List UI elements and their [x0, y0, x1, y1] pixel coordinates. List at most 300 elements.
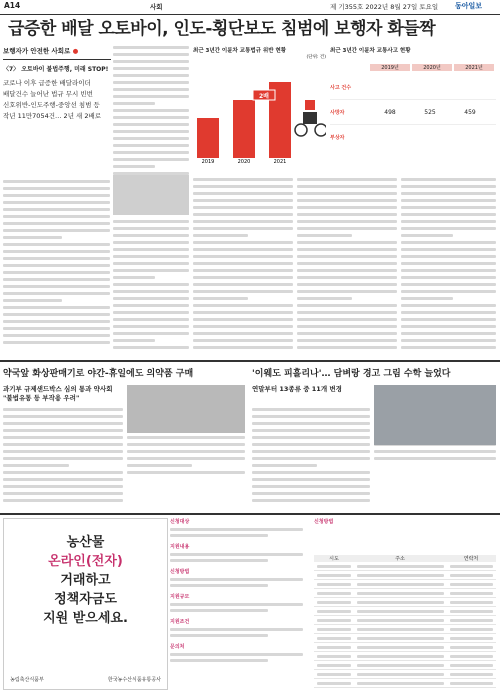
text-line: [401, 262, 496, 265]
table-cell: [317, 574, 351, 577]
text-line: [193, 234, 248, 237]
text-line: [3, 299, 62, 302]
bar-2020: [233, 100, 255, 158]
text-line: [3, 471, 123, 474]
series-kicker: 보행자가 안전한 사회로 ●: [3, 47, 79, 55]
text-line: [297, 262, 397, 265]
text-line: [297, 213, 397, 216]
table-cell: [450, 673, 493, 676]
text-line: [3, 236, 62, 239]
text-line: [297, 269, 397, 272]
table-cell: [317, 619, 351, 622]
table-cell: [450, 601, 493, 604]
text-line: [170, 653, 303, 656]
text-line: [113, 262, 189, 265]
table-row: [314, 661, 496, 670]
text-line: [113, 123, 189, 126]
text-line: [252, 450, 370, 453]
table-cell: [450, 637, 493, 640]
text-line: [374, 457, 496, 460]
article-intro: [3, 46, 111, 122]
main-headline: 급증한 배달 오토바이, 인도-횡단보도 침범에 보행자 화들짝: [8, 19, 436, 39]
text-line: [252, 492, 370, 495]
text-line: [401, 269, 496, 272]
text-line: [3, 334, 110, 337]
text-line: [193, 185, 293, 188]
table-cell: [357, 637, 444, 640]
table-cell: [357, 682, 444, 685]
text-line: [113, 255, 189, 258]
ad-line: 거래하고: [60, 573, 111, 588]
row-label: 사망자: [330, 109, 345, 116]
table-cell: [317, 583, 351, 586]
text-line: [127, 450, 245, 453]
table-cell: [357, 610, 444, 613]
callout-text: 2배: [259, 93, 269, 100]
text-line: [193, 276, 293, 279]
text-line: [170, 559, 268, 562]
text-line: [401, 318, 496, 321]
text-line: [170, 528, 303, 531]
text-line: [113, 46, 189, 49]
table-cell: [450, 592, 493, 595]
text-line: [113, 290, 189, 293]
table-head-cell: 주소: [395, 556, 405, 562]
table-cell: [357, 619, 444, 622]
text-line: [193, 339, 293, 342]
wall-warning-photo: [374, 385, 496, 445]
text-line: [297, 325, 397, 328]
text-line: [401, 213, 496, 216]
text-line: [3, 492, 123, 495]
text-line: [297, 283, 397, 286]
text-line: [401, 283, 496, 286]
info-section-title: 문의처: [170, 644, 185, 650]
article-photo: [113, 175, 189, 215]
body-column-3: [113, 220, 189, 353]
text-line: [297, 346, 397, 349]
col-2021: 2021년: [454, 64, 494, 71]
text-line: [127, 436, 245, 439]
story-headline-right: '이웨도 피흘리나'… 담벼랑 경고 그림 수학 늘었다: [252, 369, 451, 379]
text-line: [252, 464, 317, 467]
text-line: [401, 325, 496, 328]
text-line: [193, 318, 293, 321]
ad-line: 지원 받으세요.: [43, 611, 128, 626]
text-line: [193, 290, 293, 293]
text-line: [127, 457, 245, 460]
table-cell: [317, 664, 351, 667]
story-headline-left: 약국앞 화상판매기로 야간-휴일에도 의약품 구매: [3, 369, 194, 379]
text-line: [113, 81, 189, 84]
text-line: [193, 220, 293, 223]
text-line: [252, 471, 370, 474]
chart-title: 최근 3년간 이륜차 교통법규 위반 현황: [193, 48, 287, 54]
table-row: [314, 670, 496, 679]
table-body: [330, 75, 496, 149]
text-line: [401, 178, 496, 181]
ad-line: 정책자금도: [54, 592, 117, 607]
col-2019: 2019년: [370, 64, 410, 71]
text-line: [297, 206, 397, 209]
text-line: [252, 408, 370, 411]
table-cell: [317, 565, 351, 568]
row-label: 사고 건수: [330, 84, 352, 91]
text-line: [297, 185, 397, 188]
text-line: [193, 311, 293, 314]
text-line: [193, 325, 293, 328]
text-line: [113, 137, 189, 140]
text-line: [170, 584, 268, 587]
text-line: [401, 185, 496, 188]
text-line: [3, 327, 110, 330]
table-row: [314, 571, 496, 580]
text-line: [170, 578, 303, 581]
text-line: [252, 485, 370, 488]
lead-line: 배달건수 늘어난 법규 무시 빈번: [3, 90, 93, 98]
body-column-4: [193, 178, 293, 353]
text-line: [193, 332, 293, 335]
text-line: [3, 257, 110, 260]
text-line: [113, 220, 189, 223]
text-line: [3, 478, 123, 481]
info-section-title: 신청대상: [170, 519, 190, 525]
text-line: [113, 165, 155, 168]
table-cell: [357, 628, 444, 631]
section-name: 사회: [150, 3, 163, 11]
cell: 459: [464, 108, 476, 116]
table-title: 최근 3년간 이륜차 교통사고 현황: [330, 48, 411, 54]
violation-chart: [193, 46, 326, 172]
left-story-lead: 과기부 규제샌드박스 심의 통과 약사회 "불법유통 등 부작용 우려": [3, 385, 113, 402]
text-line: [297, 178, 397, 181]
bar-2019: [197, 118, 219, 158]
text-line: [297, 241, 397, 244]
text-line: [401, 290, 496, 293]
text-line: [3, 229, 110, 232]
text-line: [193, 262, 293, 265]
text-line: [297, 339, 397, 342]
table-cell: [450, 628, 493, 631]
table-cell: [450, 565, 493, 568]
text-line: [113, 102, 155, 105]
text-line: [113, 227, 189, 230]
text-line: [113, 241, 189, 244]
text-line: [401, 311, 496, 314]
text-line: [3, 222, 110, 225]
issue-date: 제 기355호 2022년 8월 27일 토요일: [330, 3, 439, 11]
text-line: [3, 457, 123, 460]
text-line: [297, 318, 397, 321]
text-line: [3, 292, 110, 295]
table-cell: [317, 610, 351, 613]
table-head: [370, 64, 496, 71]
text-line: [252, 429, 370, 432]
text-line: [3, 264, 110, 267]
text-line: [252, 422, 370, 425]
ad-table-head: [314, 555, 496, 562]
text-line: [127, 471, 245, 474]
cell: 525: [424, 108, 436, 116]
table-row: [314, 634, 496, 643]
text-line: [3, 485, 123, 488]
series-subtitle: 〈7〉 오토바이 불법주행, 미래 STOP!: [3, 66, 109, 73]
text-line: [113, 339, 155, 342]
table-row: [314, 652, 496, 661]
text-line: [297, 227, 397, 230]
text-line: [3, 180, 110, 183]
text-line: [401, 234, 453, 237]
text-line: [193, 199, 293, 202]
text-line: [297, 276, 397, 279]
text-line: [3, 208, 110, 211]
text-line: [113, 158, 189, 161]
text-line: [193, 213, 293, 216]
text-line: [170, 553, 303, 556]
body-column-6: [401, 178, 496, 353]
text-line: [3, 436, 123, 439]
text-line: [297, 332, 397, 335]
text-line: [127, 464, 192, 467]
text-line: [193, 248, 293, 251]
text-line: [3, 443, 123, 446]
text-line: [113, 283, 189, 286]
ad-line: 온라인(전자): [48, 554, 123, 569]
ad-divider: [0, 513, 500, 515]
table-cell: [450, 574, 493, 577]
text-line: [3, 306, 110, 309]
text-line: [193, 283, 293, 286]
text-line: [113, 304, 189, 307]
section-divider: [0, 360, 500, 362]
table-cell: [450, 583, 493, 586]
lead-line: 작년 11만7054건… 2년 새 2배로: [3, 112, 102, 120]
text-line: [401, 192, 496, 195]
x-tick-2021: 2021: [273, 159, 287, 164]
text-line: [3, 450, 123, 453]
text-line: [401, 332, 496, 335]
text-line: [3, 250, 110, 253]
table-row: [314, 598, 496, 607]
text-line: [113, 318, 189, 321]
accident-table: [330, 46, 496, 172]
text-line: [3, 285, 110, 288]
text-line: [113, 88, 189, 91]
table-cell: [450, 619, 493, 622]
text-line: [3, 415, 123, 418]
text-line: [193, 297, 248, 300]
body-column-5: [297, 178, 397, 353]
text-line: [113, 269, 189, 272]
text-line: [401, 220, 496, 223]
text-line: [113, 311, 189, 314]
text-line: [3, 464, 69, 467]
text-line: [170, 603, 303, 606]
text-line: [252, 478, 370, 481]
text-line: [401, 227, 496, 230]
text-line: [252, 457, 370, 460]
text-line: [193, 269, 293, 272]
text-line: [3, 201, 110, 204]
text-line: [193, 255, 293, 258]
table-cell: [450, 646, 493, 649]
text-line: [297, 234, 352, 237]
text-line: [170, 659, 268, 662]
text-line: [113, 276, 155, 279]
text-line: [401, 199, 496, 202]
info-section-title: 지원내용: [170, 544, 190, 550]
body-column-1: [3, 180, 110, 348]
table-cell: [317, 637, 351, 640]
table-cell: [357, 601, 444, 604]
text-line: [401, 248, 496, 251]
table-cell: [357, 664, 444, 667]
text-line: [193, 346, 293, 349]
text-line: [113, 151, 189, 154]
text-line: [113, 234, 189, 237]
ad-title: 농산물: [66, 535, 105, 550]
table-cell: [357, 673, 444, 676]
text-line: [170, 628, 303, 631]
table-cell: [450, 682, 493, 685]
body-column-9: [252, 408, 370, 506]
text-line: [401, 206, 496, 209]
table-row: [314, 589, 496, 598]
text-line: [401, 241, 496, 244]
chart-unit: (단위: 건): [306, 55, 326, 60]
text-line: [113, 53, 189, 56]
text-line: [170, 634, 268, 637]
text-line: [113, 67, 189, 70]
text-line: [3, 271, 110, 274]
table-row: [314, 607, 496, 616]
text-line: [297, 311, 397, 314]
text-line: [3, 408, 123, 411]
ad-info-right: [314, 518, 496, 688]
text-line: [113, 297, 189, 300]
text-line: [113, 346, 189, 349]
text-line: [297, 304, 397, 307]
table-cell: [357, 655, 444, 658]
row-label: 부상자: [330, 134, 345, 141]
table-cell: [357, 574, 444, 577]
right-story-lead: 연말부터 13종류 중 11개 변경: [252, 385, 342, 393]
table-cell: [317, 601, 351, 604]
page-header: [0, 0, 500, 15]
vending-machine-photo: [127, 385, 245, 433]
table-row: [314, 562, 496, 571]
text-line: [297, 255, 397, 258]
table-head-cell: 시도: [329, 556, 339, 562]
text-line: [3, 429, 123, 432]
table-cell: [450, 664, 493, 667]
x-tick-2019: 2019: [201, 159, 215, 164]
table-cell: [450, 610, 493, 613]
text-line: [401, 304, 496, 307]
table-cell: [317, 628, 351, 631]
lead-line: 신호위반-인도주행-중앙선 침범 등: [3, 101, 100, 109]
text-line: [3, 215, 110, 218]
text-line: [3, 243, 110, 246]
text-line: [193, 206, 293, 209]
ad-info-middle: [170, 518, 310, 688]
lead-line: 코로나 이후 급증한 배달라이더: [3, 79, 91, 87]
text-line: [297, 192, 397, 195]
col-2020: 2020년: [412, 64, 452, 71]
text-line: [401, 297, 453, 300]
text-line: [193, 192, 293, 195]
text-line: [113, 332, 189, 335]
text-line: [113, 248, 189, 251]
text-line: [193, 178, 293, 181]
text-line: [401, 255, 496, 258]
table-cell: [317, 682, 351, 685]
text-line: [401, 339, 496, 342]
cell: 498: [384, 108, 396, 116]
text-line: [401, 346, 496, 349]
motorcycle-icon: [295, 100, 326, 136]
ad-footer-right: 한국농수산식품유통공사: [107, 677, 161, 683]
text-line: [297, 220, 397, 223]
table-cell: [357, 565, 444, 568]
text-line: [3, 341, 110, 344]
x-tick-2020: 2020: [237, 159, 251, 164]
text-line: [113, 144, 189, 147]
table-cell: [317, 646, 351, 649]
table-row: [314, 580, 496, 589]
text-line: [113, 116, 189, 119]
text-line: [170, 609, 268, 612]
text-line: [113, 325, 189, 328]
text-line: [113, 109, 189, 112]
text-line: [3, 278, 110, 281]
text-line: [193, 304, 293, 307]
text-line: [113, 95, 189, 98]
page-number: A14: [4, 1, 21, 10]
table-row: [314, 643, 496, 652]
text-line: [113, 74, 189, 77]
table-cell: [317, 673, 351, 676]
text-line: [113, 130, 189, 133]
text-line: [252, 436, 370, 439]
table-cell: [317, 655, 351, 658]
table-cell: [357, 583, 444, 586]
text-line: [297, 199, 397, 202]
info-section-title: 지원규모: [170, 594, 190, 600]
table-row: [314, 625, 496, 634]
text-line: [297, 297, 352, 300]
text-line: [3, 187, 110, 190]
text-line: [3, 422, 123, 425]
text-line: [297, 248, 397, 251]
text-line: [3, 313, 110, 316]
text-line: [252, 443, 370, 446]
table-row: [314, 679, 496, 688]
body-column-7: [3, 408, 123, 506]
table-row: [314, 616, 496, 625]
text-line: [252, 415, 370, 418]
text-line: [374, 450, 496, 453]
ad-info-title: 신청방법: [314, 519, 334, 525]
text-line: [193, 227, 293, 230]
table-cell: [317, 592, 351, 595]
text-line: [401, 276, 496, 279]
text-line: [3, 499, 123, 502]
text-line: [113, 60, 189, 63]
info-section-title: 지원조건: [170, 619, 190, 625]
text-line: [127, 443, 245, 446]
table-cell: [357, 592, 444, 595]
